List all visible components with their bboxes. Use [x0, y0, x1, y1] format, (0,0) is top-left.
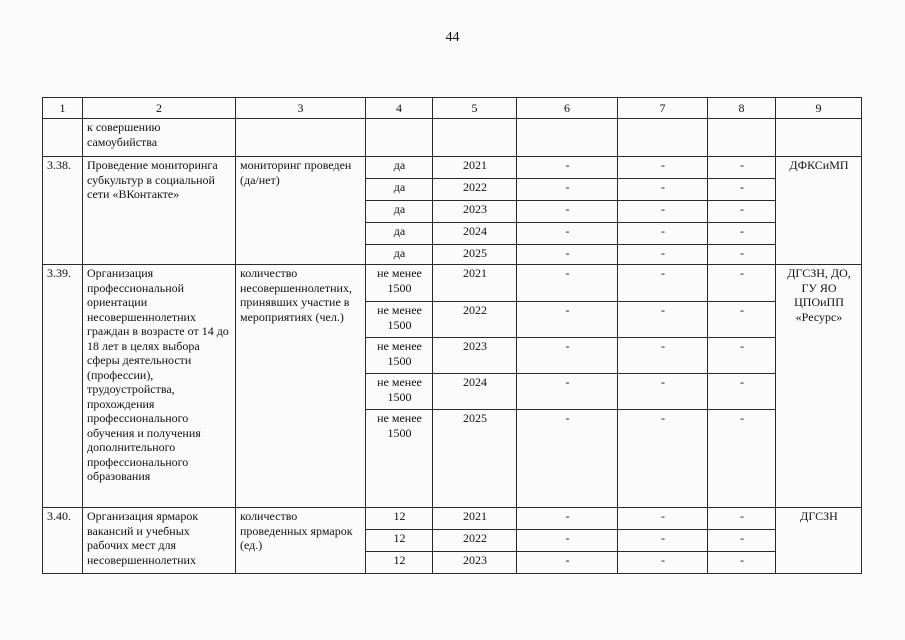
- executor: ДГСЗН: [776, 508, 862, 574]
- cell-7: -: [618, 245, 708, 265]
- target-value: не менее 1500: [366, 302, 433, 338]
- cell-7: -: [618, 410, 708, 508]
- cell-6: -: [517, 157, 618, 179]
- cell-8: -: [708, 179, 776, 201]
- target-value: да: [366, 245, 433, 265]
- cell-6: -: [517, 552, 618, 574]
- table-row: [43, 265, 862, 302]
- cell-7: -: [618, 374, 708, 410]
- target-value: да: [366, 179, 433, 201]
- cell-6: -: [517, 179, 618, 201]
- cell-6: -: [517, 245, 618, 265]
- cell-7: -: [618, 338, 708, 374]
- cell-8: -: [708, 223, 776, 245]
- cell-7: -: [618, 265, 708, 302]
- target-value: не менее 1500: [366, 338, 433, 374]
- item-number: 3.40.: [43, 508, 83, 574]
- target-value: 12: [366, 508, 433, 530]
- table-row: [43, 508, 862, 530]
- header-cell: 3: [236, 98, 366, 119]
- target-value: не менее 1500: [366, 374, 433, 410]
- cell-6: -: [517, 302, 618, 338]
- cell-8: -: [708, 265, 776, 302]
- cell-8: -: [708, 374, 776, 410]
- cell-7: -: [618, 201, 708, 223]
- continuation-text: к совершению самоубийства: [83, 119, 236, 157]
- target-value: да: [366, 157, 433, 179]
- target-value: не менее 1500: [366, 410, 433, 508]
- year: 2021: [433, 508, 517, 530]
- cell-8: -: [708, 201, 776, 223]
- item-indicator: мониторинг проведен (да/нет): [236, 157, 366, 265]
- cell-8: -: [708, 157, 776, 179]
- header-cell: 6: [517, 98, 618, 119]
- executor: ДФКСиМП: [776, 157, 862, 265]
- cell-8: -: [708, 508, 776, 530]
- program-table: [42, 97, 862, 574]
- year: 2021: [433, 157, 517, 179]
- header-cell: 4: [366, 98, 433, 119]
- target-value: 12: [366, 552, 433, 574]
- cell-8: -: [708, 338, 776, 374]
- cell-7: -: [618, 302, 708, 338]
- cell-7: -: [618, 530, 708, 552]
- cell-6: -: [517, 265, 618, 302]
- target-value: да: [366, 223, 433, 245]
- cell-6: -: [517, 508, 618, 530]
- header-row: [43, 98, 862, 119]
- cell-8: -: [708, 245, 776, 265]
- header-cell: 7: [618, 98, 708, 119]
- item-name: Организация ярмарок вакансий и учебных рабочих мест для несовершеннолетних: [83, 508, 236, 574]
- item-number: 3.38.: [43, 157, 83, 265]
- page-number: 44: [445, 30, 460, 45]
- header-cell: 2: [83, 98, 236, 119]
- year: 2023: [433, 338, 517, 374]
- cell-7: -: [618, 179, 708, 201]
- year: 2024: [433, 374, 517, 410]
- cell-8: -: [708, 530, 776, 552]
- year: 2025: [433, 410, 517, 508]
- year: 2023: [433, 201, 517, 223]
- target-value: да: [366, 201, 433, 223]
- cell-7: -: [618, 552, 708, 574]
- cell-7: -: [618, 508, 708, 530]
- header-cell: 1: [43, 98, 83, 119]
- cell-8: -: [708, 302, 776, 338]
- item-name: Проведение мониторинга субкультур в социальной сети «ВКонтакте»: [83, 157, 236, 265]
- cell-6: -: [517, 223, 618, 245]
- cell-6: -: [517, 530, 618, 552]
- cell-8: -: [708, 552, 776, 574]
- year: 2023: [433, 552, 517, 574]
- target-value: 12: [366, 530, 433, 552]
- header-cell: 9: [776, 98, 862, 119]
- cell-6: -: [517, 338, 618, 374]
- cell-6: -: [517, 410, 618, 508]
- cell-7: -: [618, 157, 708, 179]
- cell-6: -: [517, 374, 618, 410]
- item-indicator: количество несовершеннолетних, принявших участие в мероприятиях (чел.): [236, 265, 366, 508]
- cell-8: -: [708, 410, 776, 508]
- header-cell: 8: [708, 98, 776, 119]
- target-value: не менее 1500: [366, 265, 433, 302]
- header-cell: 5: [433, 98, 517, 119]
- year: 2022: [433, 530, 517, 552]
- year: 2022: [433, 179, 517, 201]
- year: 2022: [433, 302, 517, 338]
- item-name: Организация профессиональной ориентации несовершеннолетних граждан в возрасте от 14 до 18 лет в целях выбора сферы деятельности (профессии), трудоустройства, прохождения профессионального обучения и получения дополнительного профессионального образования: [83, 265, 236, 508]
- item-indicator: количество проведенных ярмарок (ед.): [236, 508, 366, 574]
- year: 2024: [433, 223, 517, 245]
- continuation-row: [43, 119, 862, 157]
- cell-6: -: [517, 201, 618, 223]
- table-row: [43, 157, 862, 179]
- executor: ДГСЗН, ДО, ГУ ЯО ЦПОиПП «Ресурс»: [776, 265, 862, 508]
- item-number: 3.39.: [43, 265, 83, 508]
- year: 2021: [433, 265, 517, 302]
- cell-7: -: [618, 223, 708, 245]
- year: 2025: [433, 245, 517, 265]
